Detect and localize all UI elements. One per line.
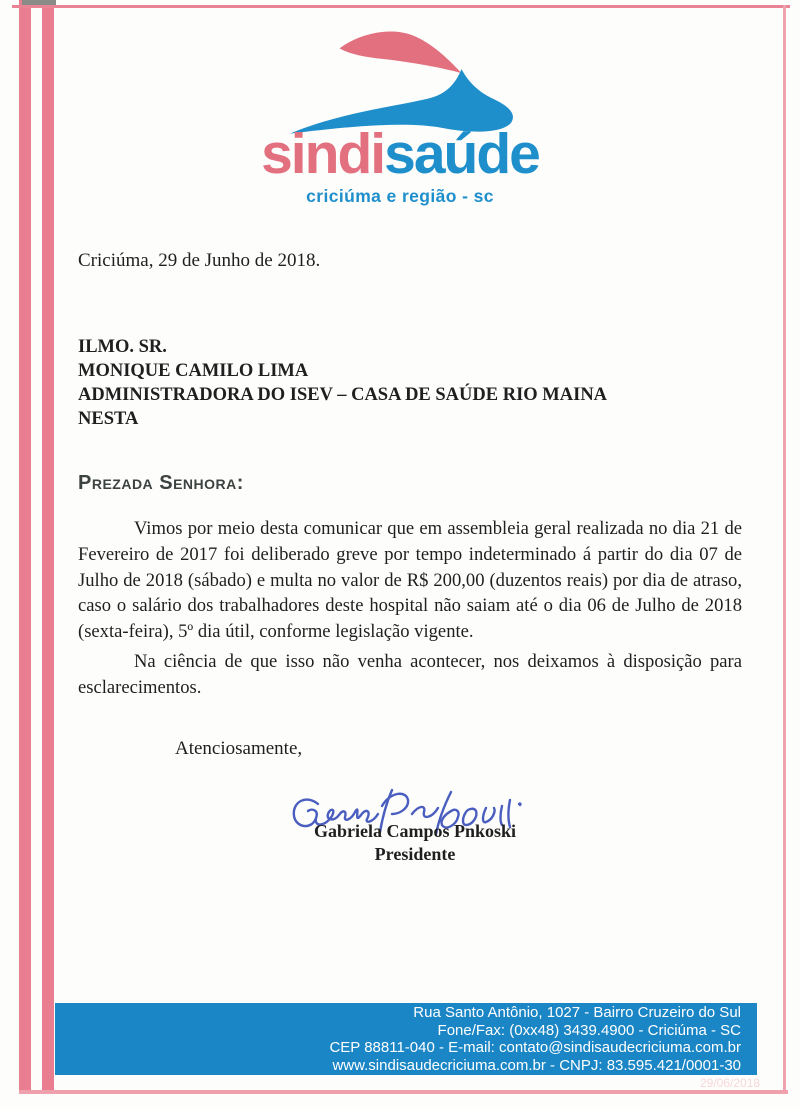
body-paragraph-1 bbox=[78, 516, 742, 645]
logo-word-saude: saúde bbox=[384, 122, 539, 186]
recipient-block bbox=[78, 335, 607, 431]
footer-line-phone: Fone/Fax: (0xx48) 3439.4900 - Criciúma - SC bbox=[437, 1021, 741, 1039]
frame-top-line bbox=[12, 5, 790, 8]
footer-line-email: CEP 88811-040 - E-mail: contato@sindisaudecriciuma.com.br bbox=[329, 1039, 741, 1057]
body-paragraph-2 bbox=[78, 649, 742, 701]
frame-bottom-line bbox=[19, 1090, 788, 1094]
signer-name: Gabriela Campos Pnkoski bbox=[313, 821, 517, 841]
signature-block bbox=[275, 820, 555, 865]
signer-title: Presidente bbox=[374, 844, 456, 864]
scan-artifact bbox=[22, 0, 56, 5]
logo-tagline: criciúma e região - sc bbox=[306, 186, 494, 206]
footer-line-address: Rua Santo Antônio, 1027 - Bairro Cruzeiro do Sul bbox=[413, 1004, 741, 1021]
recipient-line: ILMO. SR. bbox=[78, 337, 167, 357]
recipient-line: ADMINISTRADORA DO ISEV – CASA DE SAÚDE RIO MAINA bbox=[78, 385, 608, 405]
paragraph-text: Na ciência de que isso não venha acontecer, nos deixamos à disposição para esclarecimentos. bbox=[78, 651, 742, 698]
logo-word-sindi: sindi bbox=[261, 122, 385, 186]
faint-date-stamp: 29/06/2018 bbox=[700, 1076, 761, 1090]
logo-wordmark bbox=[0, 122, 800, 186]
footer-address-bar bbox=[55, 1003, 757, 1075]
footer-line-website: www.sindisaudecriciuma.com.br - CNPJ: 83.595.421/0001-30 bbox=[332, 1056, 741, 1074]
recipient-line: MONIQUE CAMILO LIMA bbox=[78, 361, 309, 381]
recipient-line: NESTA bbox=[78, 409, 139, 429]
date-line: Criciúma, 29 de Junho de 2018. bbox=[78, 250, 321, 271]
paragraph-text: Vimos por meio desta comunicar que em assembleia geral realizada no dia 21 de Fevereiro de 2017 foi deliberado greve por tempo indeterminado á partir do dia 07 de Julho de 2018 (sábado) e multa no valor de R$ 200,00 (duzentos reais) por dia de atraso, caso o salário dos trabalhadores deste hospital não saiam até o dia 06 de Julho de 2018 (sexta-feira), 5º dia útil, conforme legislação vigente. bbox=[78, 518, 742, 643]
salutation: Prezada Senhora: bbox=[78, 472, 244, 494]
closing-line: Atenciosamente, bbox=[175, 738, 303, 759]
